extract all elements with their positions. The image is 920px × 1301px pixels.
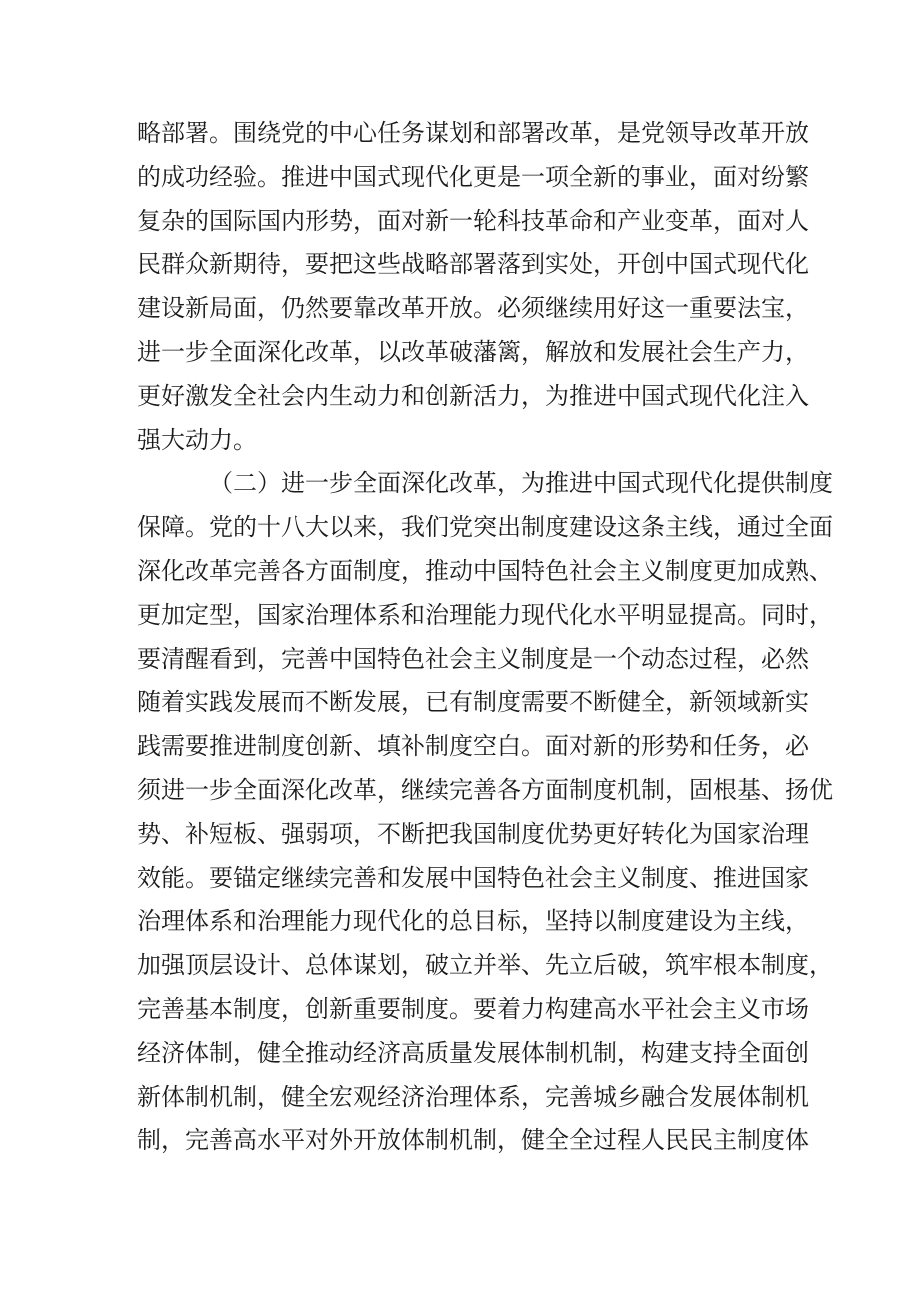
text-line: 治理体系和治理能力现代化的总目标，坚持以制度建设为主线， (137, 907, 809, 936)
text-line: 新体制机制，健全宏观经济治理体系，完善城乡融合发展体制机 (137, 1082, 809, 1111)
body-text (137, 112, 833, 1163)
text-line: 建设新局面，仍然要靠改革开放。必须继续用好这一重要法宝， (137, 294, 809, 323)
text-line: 践需要推进制度创新、填补制度空白。面对新的形势和任务，必 (137, 732, 809, 761)
text-line: 强大动力。 (137, 425, 257, 454)
text-line: 保障。党的十八大以来，我们党突出制度建设这条主线，通过全面 (137, 513, 833, 542)
text-line: 势、补短板、强弱项，不断把我国制度优势更好转化为国家治理 (137, 819, 809, 848)
text-line: 要清醒看到，完善中国特色社会主义制度是一个动态过程，必然 (137, 644, 809, 673)
text-line: 复杂的国际国内形势，面对新一轮科技革命和产业变革，面对人 (137, 206, 809, 235)
text-line: 的成功经验。推进中国式现代化更是一项全新的事业，面对纷繁 (137, 162, 809, 191)
text-line: 加强顶层设计、总体谋划，破立并举、先立后破，筑牢根本制度， (137, 951, 833, 980)
text-line: 更加定型，国家治理体系和治理能力现代化水平明显提高。同时， (137, 600, 833, 629)
text-line: 完善基本制度，创新重要制度。要着力构建高水平社会主义市场 (137, 994, 809, 1023)
text-line: 经济体制，健全推动经济高质量发展体制机制，构建支持全面创 (137, 1038, 809, 1067)
text-line: 进一步全面深化改革，以改革破藩篱，解放和发展社会生产力， (137, 337, 809, 366)
text-line: 民群众新期待，要把这些战略部署落到实处，开创中国式现代化 (137, 250, 809, 279)
text-line: 效能。要锚定继续完善和发展中国特色社会主义制度、推进国家 (137, 863, 809, 892)
text-line: 随着实践发展而不断发展，已有制度需要不断健全，新领域新实 (137, 688, 809, 717)
text-line: 略部署。围绕党的中心任务谋划和部署改革，是党领导改革开放 (137, 119, 809, 147)
text-line: 须进一步全面深化改革，继续完善各方面制度机制，固根基、扬优 (137, 775, 833, 804)
text-line: 制，完善高水平对外开放体制机制，健全全过程人民民主制度体 (137, 1126, 809, 1155)
text-line: 深化改革完善各方面制度，推动中国特色社会主义制度更加成熟、 (137, 556, 833, 585)
text-line: 更好激发全社会内生动力和创新活力，为推进中国式现代化注入 (137, 381, 809, 410)
section-heading-line: （二）进一步全面深化改革，为推进中国式现代化提供制度 (209, 469, 833, 498)
